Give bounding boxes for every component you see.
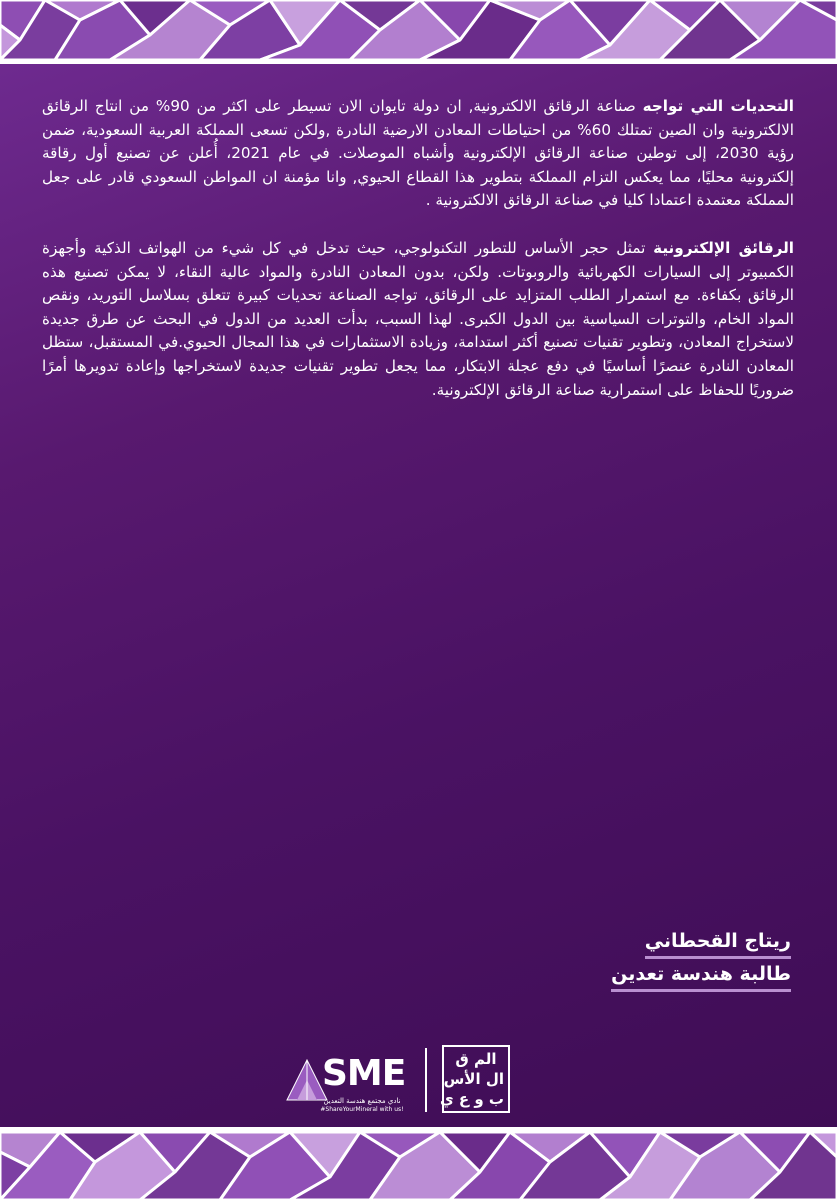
paragraph-challenges-heading: التحديات التي تواجه bbox=[642, 97, 794, 115]
paragraph-challenges-text: صناعة الرقائق الالكترونية, ان دولة تايوان الان تسيطر على اكثر من 90% من انتاج الرقائق الالكترونية وان الصين تمتلك 60% من احتياطات المعادن الارضية النادرة ,ولكن تسعى المملكة العربية السعودية، ضمن رؤية 2030، إلى توطين صناعة الرقائق الإلكترونية وأشباه الموصلات. في عام 2021، أُعلن عن تصنيع أول رقاقة إلكترونية محليًا، مما يعكس التزام المملكة بتطوير هذا القطاع الحيوي, وانا مؤمنة ان المواطن السعودي قادر على جعل المملكة معتمدة اعتمادا كليا في صناعة الرقائق الالكترونية . bbox=[42, 97, 794, 210]
paragraph-challenges bbox=[42, 95, 794, 213]
weekly-logo-line2: ال الأس bbox=[443, 1070, 504, 1088]
article-body bbox=[42, 95, 794, 426]
paragraph-chips-text: تمثل حجر الأساس للتطور التكنولوجي، حيث تدخل في كل شيء من الهواتف الذكية وأجهزة الكمبيوتر إلى السيارات الكهربائية والروبوتات. ولكن، بدون المعادن النادرة والمواد عالية النقاء، لا يمكن تصنيع هذه الرقائق بكفاءة. مع استمرار الطلب المتزايد على الرقائق، تواجه الصناعة تحديات كبيرة تتعلق بسلاسل التوريد، ونقص المواد الخام، والتوترات السياسية بين الدول الكبرى. لهذا السبب، بدأت العديد من الدول في البحث عن طرق جديدة لاستخراج المعادن، وتطوير تقنيات تصنيع أكثر استدامة، وزيادة الاستثمارات في هذا المجال الحيوي.في المستقبل، ستظل المعادن النادرة عنصرًا أساسيًا في دفع عجلة الابتكار، مما يجعل تطوير تقنيات جديدة لاستخراجها وإعادة تدويرها أمرًا ضروريًا للحفاظ على استمرارية صناعة الرقائق الإلكترونية. bbox=[42, 238, 794, 399]
paragraph-chips-heading: الرقائق الإلكترونية bbox=[653, 238, 794, 257]
sme-hashtag: #ShareYourMineral with us! bbox=[320, 1106, 404, 1113]
sme-arabic-caption: نادي مجتمع هندسة التعدين bbox=[323, 1097, 401, 1105]
paragraph-chips bbox=[42, 237, 794, 402]
logo-divider bbox=[425, 1048, 427, 1112]
sme-logo bbox=[282, 1045, 412, 1115]
top-mosaic-banner bbox=[0, 0, 837, 60]
author-name: ريتاج القحطاني bbox=[645, 926, 791, 959]
logos-area bbox=[280, 1040, 560, 1120]
author-title: طالبة هندسة تعدين bbox=[611, 959, 791, 992]
weekly-article-logo bbox=[439, 1045, 510, 1113]
weekly-logo-line1: الم ق bbox=[455, 1050, 497, 1068]
weekly-logo-line3: ب و ع ي bbox=[439, 1090, 504, 1108]
sme-wordmark: SME bbox=[322, 1053, 406, 1094]
author-signature bbox=[611, 926, 791, 992]
bottom-mosaic-banner bbox=[0, 1132, 837, 1200]
